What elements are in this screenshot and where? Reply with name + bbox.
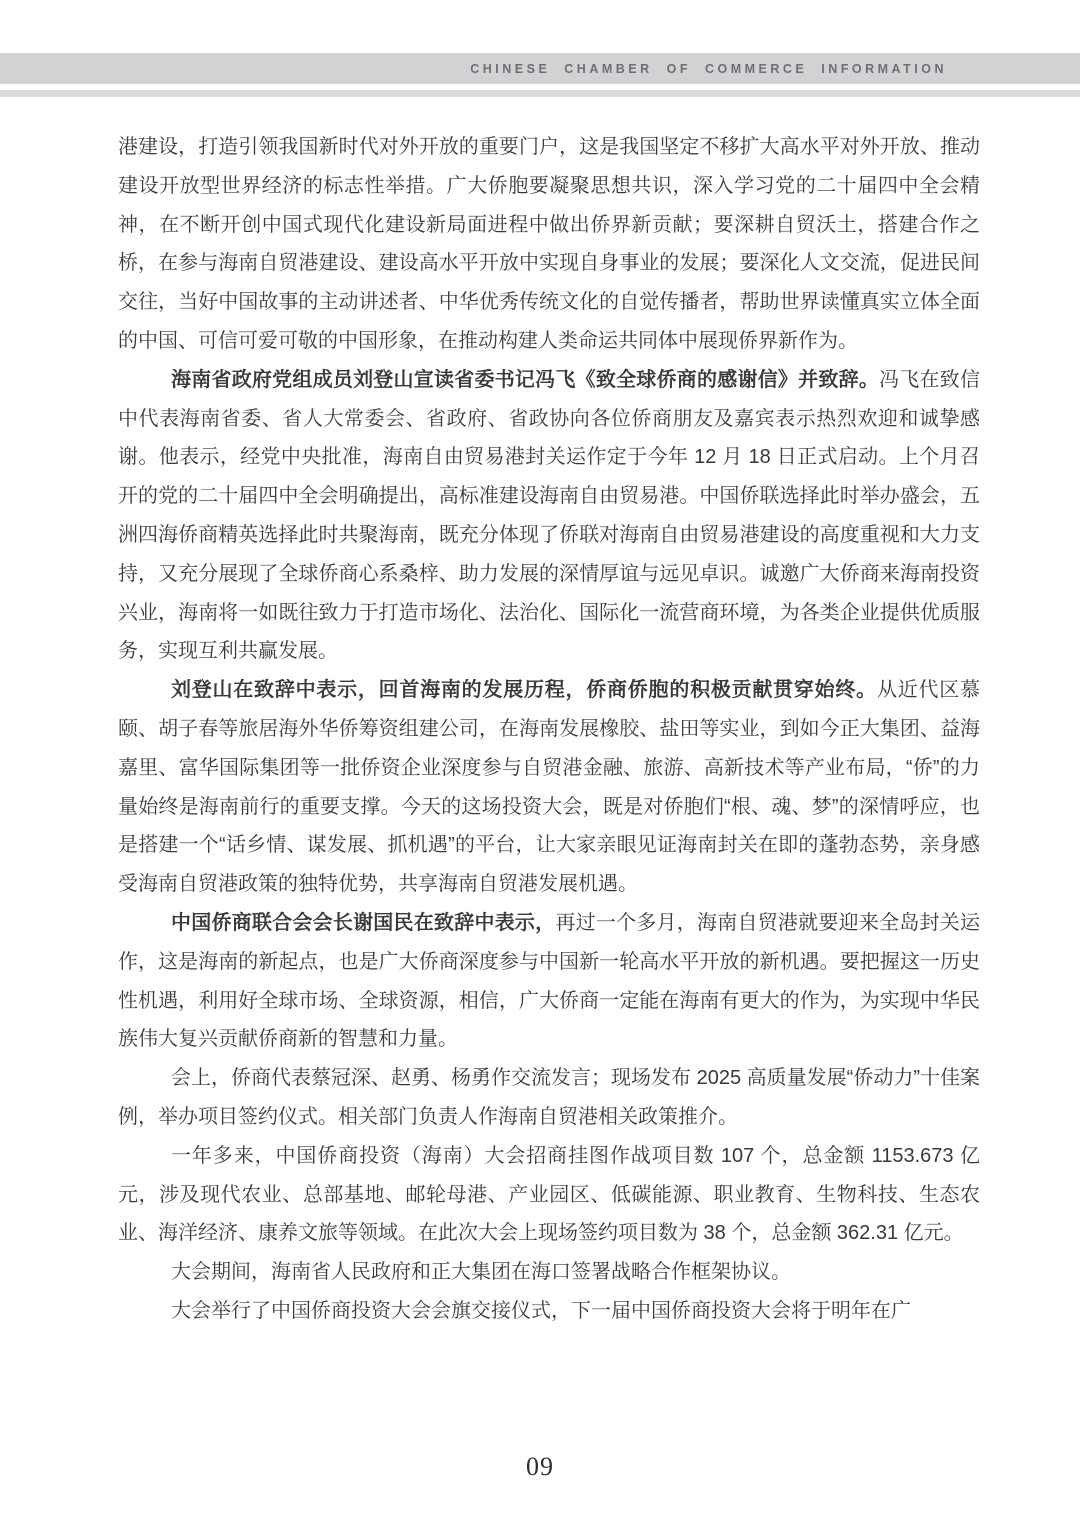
paragraph-7 (118, 1253, 980, 1292)
header-banner-strip (0, 90, 1080, 97)
paragraph-lead: 海南省政府党组成员刘登山宣读省委书记冯飞《致全球侨商的感谢信》并致辞。 (171, 368, 880, 391)
paragraph-text: 大会期间，海南省人民政府和正大集团在海口签署战略合作框架协议。 (171, 1261, 791, 1284)
paragraph-8 (118, 1292, 980, 1331)
header-banner-title: CHINESE CHAMBER OF COMMERCE INFORMATION (470, 61, 947, 76)
paragraph-1 (118, 128, 980, 361)
paragraph-text: 大会举行了中国侨商投资大会会旗交接仪式，下一届中国侨商投资大会将于明年在广 (171, 1299, 911, 1322)
paragraph-lead: 刘登山在致辞中表示，回首海南的发展历程，侨商侨胞的积极贡献贯穿始终。 (171, 679, 877, 702)
paragraph-text: 冯飞在致信中代表海南省委、省人大常委会、省政府、省政协向各位侨商朋友及嘉宾表示热烈欢迎和诚挚感谢。他表示，经党中央批准，海南自由贸易港封关运作定于今年 12 月 18 日正式启动。上个月召开的党的二十届四中全会明确提出，高标准建设海南自由贸易港。中国侨联选择此时举办盛会，五洲四海侨商精英选择此时共聚海南，既充分体现了侨联对海南自由贸易港建设的高度重视和大力支持，又充分展现了全球侨商心系桑梓、助力发展的深情厚谊与远见卓识。诚邀广大侨商来海南投资兴业，海南将一如既往致力于打造市场化、法治化、国际化一流营商环境，为各类企业提供优质服务，实现互利共赢发展。 (118, 368, 981, 663)
paragraph-text: 再过一个多月，海南自贸港就要迎来全岛封关运作，这是海南的新起点，也是广大侨商深度参与中国新一轮高水平开放的新机遇。要把握这一历史性机遇，利用好全球市场、全球资源，相信，广大侨商一定能在海南有更大的作为，为实现中华民族伟大复兴贡献侨商新的智慧和力量。 (118, 911, 981, 1051)
paragraph-2 (118, 361, 980, 671)
paragraph-text: 港建设，打造引领我国新时代对外开放的重要门户，这是我国坚定不移扩大高水平对外开放、推动建设开放型世界经济的标志性举措。广大侨胞要凝聚思想共识，深入学习党的二十届四中全会精神，在不断开创中国式现代化建设新局面进程中做出侨界新贡献；要深耕自贸沃土，搭建合作之桥，在参与海南自贸港建设、建设高水平开放中实现自身事业的发展；要深化人文交流，促进民间交往，当好中国故事的主动讲述者、中华优秀传统文化的自觉传播者，帮助世界读懂真实立体全面的中国、可信可爱可敬的中国形象，在推动构建人类命运共同体中展现侨界新作为。 (118, 136, 980, 352)
paragraph-3 (118, 671, 980, 904)
page-number: 09 (526, 1452, 554, 1481)
paragraph-5 (118, 1059, 980, 1137)
paragraph-lead: 中国侨商联合会会长谢国民在致辞中表示， (171, 911, 556, 934)
paragraph-text: 会上，侨商代表蔡冠深、赵勇、杨勇作交流发言；现场发布 2025 高质量发展“侨动力”十佳案例，举办项目签约仪式。相关部门负责人作海南自贸港相关政策推介。 (118, 1067, 980, 1128)
paragraph-text: 从近代区慕颐、胡子春等旅居海外华侨筹资组建公司，在海南发展橡胶、盐田等实业，到如今正大集团、益海嘉里、富华国际集团等一批侨资企业深度参与自贸港金融、旅游、高新技术等产业布局，“侨”的力量始终是海南前行的重要支撑。今天的这场投资大会，既是对侨胞们“根、魂、梦”的深情呼应，也是搭建一个“话乡情、谋发展、抓机遇”的平台，让大家亲眼见证海南封关在即的蓬勃态势，亲身感受海南自贸港政策的独特优势，共享海南自贸港发展机遇。 (118, 679, 981, 896)
header-banner (0, 53, 1080, 84)
paragraph-6 (118, 1137, 980, 1253)
paragraph-4 (118, 904, 980, 1059)
paragraph-text: 一年多来，中国侨商投资（海南）大会招商挂图作战项目数 107 个，总金额 1153.673 亿元，涉及现代农业、总部基地、邮轮母港、产业园区、低碳能源、职业教育、生物科技、生态农业、海洋经济、康养文旅等领域。在此次大会上现场签约项目数为 38 个，总金额 362.31 亿元。 (118, 1144, 980, 1245)
article-body (118, 128, 980, 1331)
